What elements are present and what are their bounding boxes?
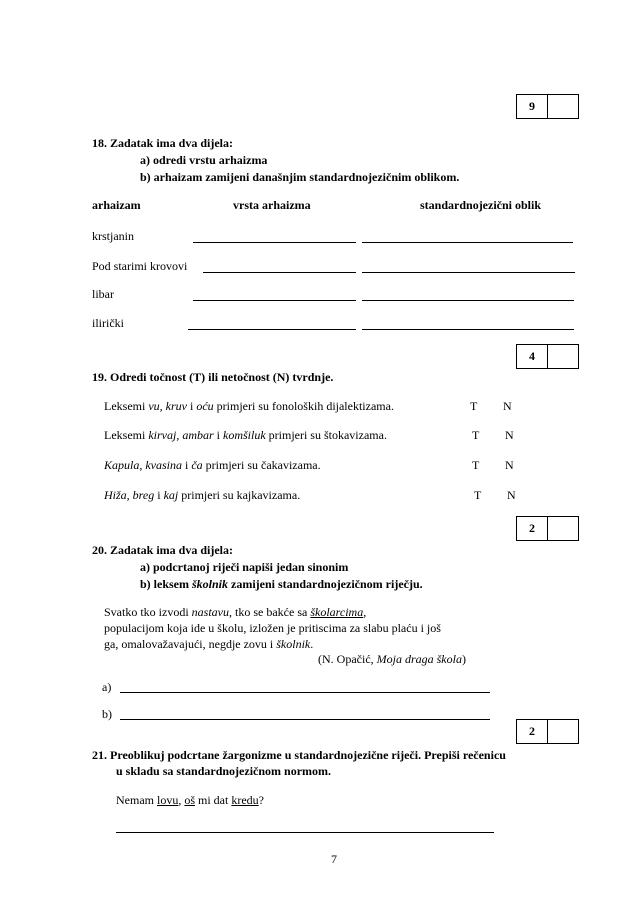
task21-title-line-1: 21. Preoblikuj podcrtane žargonizme u standardnojezične riječi. Prepiši rečenicu	[92, 748, 506, 762]
answer-label-a: a)	[102, 680, 112, 694]
answer-line-a[interactable]	[120, 692, 490, 693]
task18-part-b: b) arhaizam zamijeni današnjim standardnojezičnim oblikom.	[140, 170, 460, 184]
score-box-21	[516, 719, 579, 744]
header-vrsta: vrsta arhaizma	[233, 198, 311, 212]
header-arhaizam: arhaizam	[92, 198, 141, 212]
score-points: 2	[517, 720, 548, 743]
answer-line-standard[interactable]	[362, 242, 573, 243]
false-option[interactable]: N	[505, 458, 514, 472]
answer-line-vrsta[interactable]	[193, 242, 356, 243]
header-standard: standardnojezični oblik	[420, 198, 542, 212]
answer-line-standard[interactable]	[362, 300, 574, 301]
passage-line-2: populacijom koja ide u školu, izložen je pritiscima za slabu plaću i još	[104, 621, 441, 635]
task20-part-a: a) podcrtanoj riječi napiši jedan sinonim	[140, 560, 349, 574]
answer-line-vrsta[interactable]	[193, 300, 356, 301]
row-word: Pod starimi krovovi	[92, 259, 188, 273]
passage-source: (N. Opačić, Moja draga škola)	[318, 652, 466, 666]
score-box-20	[516, 516, 579, 541]
task20-part-b: b) leksem školnik zamijeni standardnojezičnom riječju.	[140, 577, 423, 591]
score-box-18	[516, 94, 579, 119]
answer-line-b[interactable]	[120, 719, 490, 720]
statement-2: Leksemi kirvaj, ambar i komšiluk primjeri su štokavizama.	[104, 428, 387, 442]
true-option[interactable]: T	[470, 399, 478, 413]
answer-line-vrsta[interactable]	[203, 272, 356, 273]
statement-1: Leksemi vu, kruv i oću primjeri su fonoloških dijalektizama.	[104, 399, 394, 413]
task20-title: 20. Zadatak ima dva dijela:	[92, 543, 234, 557]
task21-sentence: Nemam lovu, oš mi dat kredu?	[116, 793, 264, 807]
score-points: 4	[517, 345, 548, 368]
page-number: 7	[331, 852, 337, 866]
row-word: krstjanin	[92, 229, 134, 243]
task18-part-a: a) odredi vrstu arhaizma	[140, 153, 268, 167]
true-option[interactable]: T	[474, 488, 482, 502]
false-option[interactable]: N	[507, 488, 516, 502]
task19-title: 19. Odredi točnost (T) ili netočnost (N) tvrdnje.	[92, 370, 334, 384]
score-points: 2	[517, 517, 548, 540]
true-option[interactable]: T	[472, 458, 480, 472]
true-option[interactable]: T	[472, 428, 480, 442]
answer-line-sentence[interactable]	[116, 832, 494, 833]
row-word: libar	[92, 287, 114, 301]
answer-line-standard[interactable]	[362, 272, 575, 273]
score-empty-cell[interactable]	[548, 95, 578, 118]
task21-title-line-2: u skladu sa standardnojezičnom normom.	[116, 764, 332, 778]
score-empty-cell[interactable]	[548, 517, 578, 540]
false-option[interactable]: N	[505, 428, 514, 442]
statement-3: Kapula, kvasina i ča primjeri su čakavizama.	[104, 458, 321, 472]
statement-4: Hiža, breg i kaj primjeri su kajkavizama.	[104, 488, 301, 502]
passage-line-3: ga, omalovažavajući, negdje zovu i školnik.	[104, 637, 314, 651]
score-empty-cell[interactable]	[548, 345, 578, 368]
score-empty-cell[interactable]	[548, 720, 578, 743]
score-points: 9	[517, 95, 548, 118]
passage-line-1: Svatko tko izvodi nastavu, tko se bakće sa školarcima,	[104, 605, 367, 619]
answer-line-vrsta[interactable]	[188, 329, 356, 330]
answer-line-standard[interactable]	[362, 329, 574, 330]
false-option[interactable]: N	[503, 399, 512, 413]
row-word: ilirički	[92, 316, 124, 330]
score-box-19	[516, 344, 579, 369]
answer-label-b: b)	[102, 707, 112, 721]
task18-title: 18. Zadatak ima dva dijela:	[92, 136, 234, 150]
